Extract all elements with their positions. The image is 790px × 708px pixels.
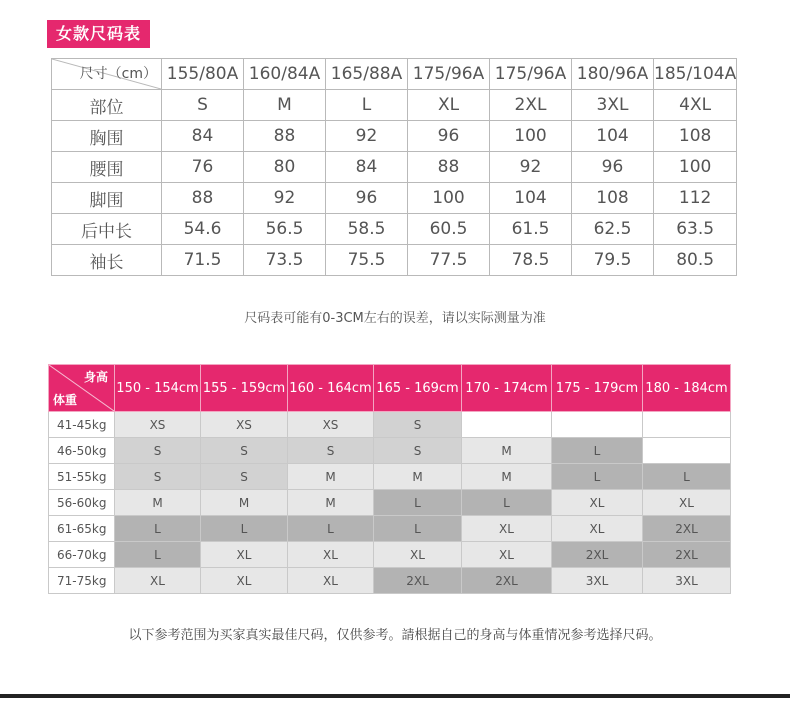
measurement-value: 100 [408,183,490,214]
measurement-value: 88 [408,152,490,183]
recommended-size-cell: 3XL [643,568,731,594]
measurement-value: 73.5 [244,245,326,276]
measurement-value: 84 [326,152,408,183]
recommended-size-cell: L [288,516,374,542]
recommended-size-cell: L [552,438,643,464]
recommended-size-cell [643,438,731,464]
size-label: 2XL [490,90,572,121]
recommended-size-cell: M [374,464,462,490]
recommended-size-cell: L [462,490,552,516]
height-range-header: 165 - 169cm [374,365,462,412]
measurement-value: 104 [490,183,572,214]
measurement-value: 96 [572,152,654,183]
weight-row [49,516,731,542]
weight-range-label: 41-45kg [49,412,115,438]
recommended-size-cell: S [115,464,201,490]
weight-row [49,490,731,516]
measurement-row [52,245,737,276]
recommended-size-cell: XL [115,568,201,594]
recommended-size-cell: S [288,438,374,464]
measurement-value: 71.5 [162,245,244,276]
recommended-size-cell: XL [643,490,731,516]
chart-title: 女款尺码表 [47,20,150,48]
size-code: 165/88A [326,59,408,90]
size-label: 4XL [654,90,737,121]
recommended-size-cell: 3XL [552,568,643,594]
height-range-header: 155 - 159cm [201,365,288,412]
measurement-value: 56.5 [244,214,326,245]
measurement-value: 78.5 [490,245,572,276]
weight-axis-label: 体重 [53,393,78,407]
header-unit-label: 尺寸（cm） [79,66,157,82]
recommended-size-cell: XL [462,516,552,542]
size-code: 185/104A [654,59,737,90]
height-weight-table [48,364,731,594]
measurement-value: 80.5 [654,245,737,276]
recommended-size-cell: L [115,516,201,542]
weight-row [49,464,731,490]
recommended-size-cell: 2XL [462,568,552,594]
part-label: 脚围 [52,183,162,214]
recommended-size-cell: S [374,412,462,438]
measurement-value: 96 [408,121,490,152]
weight-range-label: 51-55kg [49,464,115,490]
measurement-value: 112 [654,183,737,214]
measurement-value: 108 [572,183,654,214]
part-label: 袖长 [52,245,162,276]
recommended-size-cell: L [374,516,462,542]
measurement-value: 96 [326,183,408,214]
weight-row [49,542,731,568]
weight-row [49,438,731,464]
measurement-value: 88 [244,121,326,152]
measurement-value: 80 [244,152,326,183]
height-range-header: 170 - 174cm [462,365,552,412]
measurement-row [52,214,737,245]
measurement-value: 108 [654,121,737,152]
recommended-size-cell: XS [288,412,374,438]
header-part-label: 部位 [52,90,162,121]
weight-range-label: 61-65kg [49,516,115,542]
recommended-size-cell: 2XL [552,542,643,568]
recommended-size-cell: M [462,464,552,490]
measurement-value: 92 [326,121,408,152]
part-label: 腰围 [52,152,162,183]
measurement-value: 92 [490,152,572,183]
measurement-value: 100 [654,152,737,183]
measurement-value: 63.5 [654,214,737,245]
recommended-size-cell: M [462,438,552,464]
measurement-row [52,152,737,183]
recommended-size-cell [643,412,731,438]
measurement-row [52,183,737,214]
measurement-row [52,121,737,152]
weight-row [49,568,731,594]
recommended-size-cell: M [288,464,374,490]
header-corner [52,59,162,90]
recommended-size-cell [462,412,552,438]
part-label: 胸围 [52,121,162,152]
recommended-size-cell [552,412,643,438]
measurement-value: 84 [162,121,244,152]
height-range-header: 180 - 184cm [643,365,731,412]
weight-range-label: 46-50kg [49,438,115,464]
height-range-header: 150 - 154cm [115,365,201,412]
size-code: 175/96A [408,59,490,90]
measurement-value: 76 [162,152,244,183]
recommended-size-cell: XL [288,542,374,568]
measurement-value: 92 [244,183,326,214]
recommended-size-cell: XL [288,568,374,594]
recommended-size-cell: M [201,490,288,516]
recommended-size-cell: XS [201,412,288,438]
measurement-value: 104 [572,121,654,152]
size-label: XL [408,90,490,121]
height-range-header: 160 - 164cm [288,365,374,412]
recommended-size-cell: S [374,438,462,464]
recommended-size-cell: XS [115,412,201,438]
recommended-size-cell: L [201,516,288,542]
bottom-divider [0,694,790,698]
size-label: L [326,90,408,121]
recommended-size-cell: XL [552,516,643,542]
recommended-size-cell: L [115,542,201,568]
header-corner [49,365,115,412]
recommended-size-cell: 2XL [643,516,731,542]
size-code: 160/84A [244,59,326,90]
height-range-header: 175 - 179cm [552,365,643,412]
recommended-size-cell: M [288,490,374,516]
recommended-size-cell: S [115,438,201,464]
measurement-value: 75.5 [326,245,408,276]
recommended-size-cell: S [201,464,288,490]
measurement-value: 60.5 [408,214,490,245]
height-axis-label: 身高 [83,370,108,384]
recommended-size-cell: 2XL [643,542,731,568]
part-label: 后中长 [52,214,162,245]
size-label: M [244,90,326,121]
size-label: 3XL [572,90,654,121]
recommended-size-cell: L [643,464,731,490]
recommended-size-cell: M [115,490,201,516]
recommended-size-cell: XL [374,542,462,568]
measurement-value: 54.6 [162,214,244,245]
size-code: 175/96A [490,59,572,90]
measurement-value: 58.5 [326,214,408,245]
measurement-value: 100 [490,121,572,152]
measurement-error-note: 尺码表可能有0-3CM左右的误差，请以实际测量为准 [244,311,546,326]
recommended-size-cell: XL [552,490,643,516]
weight-range-label: 66-70kg [49,542,115,568]
size-measurement-table [51,58,737,276]
measurement-value: 88 [162,183,244,214]
size-code: 155/80A [162,59,244,90]
size-label: S [162,90,244,121]
weight-row [49,412,731,438]
recommended-size-cell: L [552,464,643,490]
recommended-size-cell: XL [201,568,288,594]
reference-note: 以下参考范围为买家真实最佳尺码，仅供参考。請根据自己的身高与体重情况参考选择尺码。 [128,628,662,643]
recommended-size-cell: L [374,490,462,516]
measurement-value: 62.5 [572,214,654,245]
recommended-size-cell: XL [201,542,288,568]
recommended-size-cell: S [201,438,288,464]
recommended-size-cell: 2XL [374,568,462,594]
measurement-value: 61.5 [490,214,572,245]
recommended-size-cell: XL [462,542,552,568]
weight-range-label: 56-60kg [49,490,115,516]
weight-range-label: 71-75kg [49,568,115,594]
measurement-value: 77.5 [408,245,490,276]
size-code: 180/96A [572,59,654,90]
measurement-value: 79.5 [572,245,654,276]
